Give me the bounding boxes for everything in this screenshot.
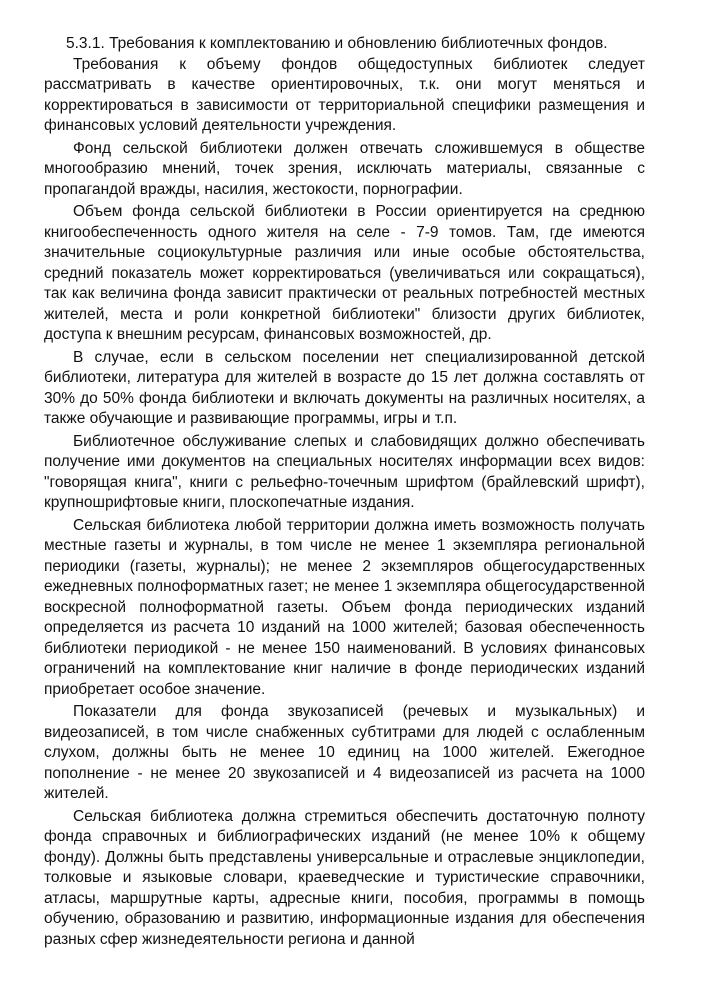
paragraph-book-provision: Объем фонда сельской библиотеки в России ориентируется на среднюю книгообеспеченность одного жителя на селе - 7-9 томов. Там, где имеются значительные социокультурные различия или иные особые обстоятельства, средний показатель может корректироваться (увеличиваться или сокращаться), так как величина фонда зависит практически от реальных потребностей местных жителей, места и роли конкретной библиотеки" близости других библиотек, доступа к внешним ресурсам, финансовых возможностей, др. (44, 203, 645, 343)
section-heading: 5.3.1. Требования к комплектованию и обновлению библиотечных фондов. (66, 35, 608, 52)
paragraph-fund-volume-requirements: Требования к объему фондов общедоступных библиотек следует рассматривать в качестве ориентировочных, т.к. они могут меняться и корректироваться в зависимости от территориальной специфики размещения и финансовых условий деятельности учреждения. (44, 55, 645, 134)
paragraph-children-literature: В случае, если в сельском поселении нет специализированной детской библиотеки, литература для жителей в возрасте до 15 лет должна составлять от 30% до 50% фонда библиотеки и включать документы на различных носителях, а также обучающие и развивающие программы, игры и т.п. (44, 348, 645, 427)
paragraph-reference-editions: Сельская библиотека должна стремиться обеспечить достаточную полноту фонда справочных и библиографических изданий (не менее 10% к общему фонду). Должны быть представлены универсальные и отраслевые энциклопедии, толковые и языковые словари, краеведческие и туристические справочники, атласы, маршрутные карты, адресные книги, пособия, программы в помощь обучению, образованию и развитию, информационные издания для обеспечения разных сфер жизнедеятельности региона и данной (44, 807, 645, 948)
paragraph-audio-video: Показатели для фонда звукозаписей (речевых и музыкальных) и видеозаписей, в том числе снабженных субтитрами для людей с ослабленным слухом, должны быть не менее 10 единиц на 1000 жителей. Ежегодное пополнение - не менее 20 звукозаписей и 4 видеозаписей из расчета на 1000 жителей. (44, 703, 645, 802)
paragraph-fund-diversity: Фонд сельской библиотеки должен отвечать сложившемуся в обществе многообразию мнений, точек зрения, исключать материалы, связанные с пропагандой вражды, насилия, жестокости, порнографии. (44, 139, 645, 198)
paragraph-periodicals: Сельская библиотека любой территории должна иметь возможность получать местные газеты и журналы, в том числе не менее 1 экземпляра региональной периодики (газеты, журналы); не менее 2 экземпляров общегосударственных ежедневных полноформатных газет; не менее 1 экземпляра общегосударственной воскресной полноформатной газеты. Объем фонда периодических изданий определяется из расчета 10 изданий на 1000 жителей; базовая обеспеченность библиотеки периодикой - не менее 150 наименований. В условиях финансовых ограничений на комплектование книг наличие в фонде периодических изданий приобретает особое значение. (44, 516, 645, 698)
paragraph-visually-impaired: Библиотечное обслуживание слепых и слабовидящих должно обеспечивать получение ими документов на специальных носителях информации всех видов: "говорящая книга", книги с рельефно-точечным шрифтом (брайлевский шрифт), крупношрифтовые книги, плоскопечатные издания. (44, 432, 645, 511)
